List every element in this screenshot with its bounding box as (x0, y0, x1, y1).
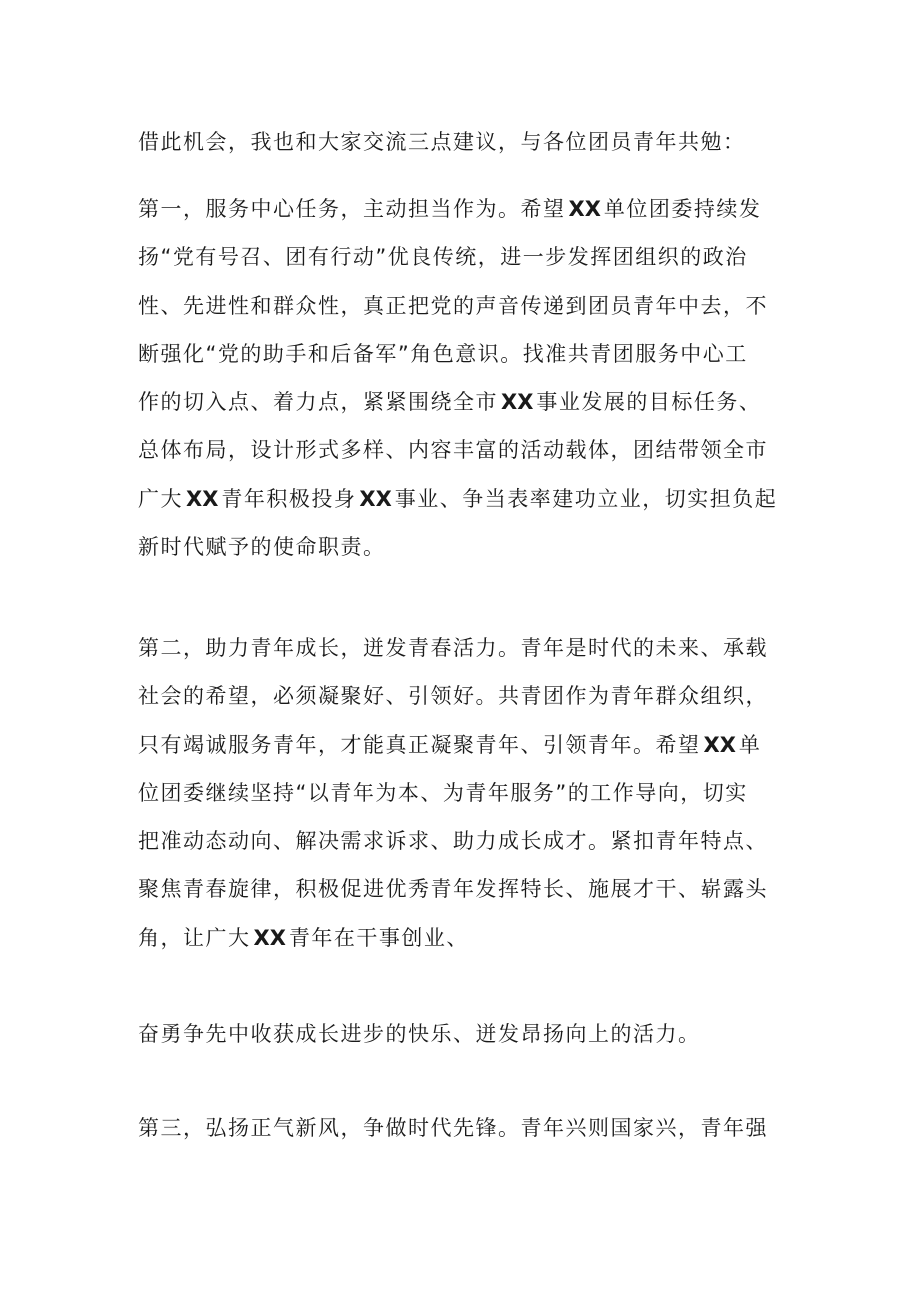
intro-line: 借此机会，我也和大家交流三点建议，与各位团员青年共勉： (138, 130, 746, 154)
point-one-line-2: 扬“党有号召、团有行动”优良传统，进一步发挥团组织的政治 (138, 245, 748, 270)
point-three-line-1: 第三，弘扬正气新风，争做时代先锋。青年兴则国家兴，青年强 (138, 1116, 768, 1140)
point-two-line-2: 社会的希望，必须凝聚好、引领好。共青团作为青年群众组织， (138, 684, 768, 709)
point-one-line-7: 广大 XX 青年积极投身 XX 事业、争当表率建功立业，切实担负起 (138, 486, 778, 511)
point-one-line-4: 断强化“党的助手和后备军”角色意识。找准共青团服务中心工 (138, 341, 748, 366)
placeholder-xx: XX (501, 390, 534, 415)
point-two-line-7: 角，让广大 XX 青年在干事创业、 (138, 925, 469, 950)
placeholder-xx: XX (568, 197, 601, 221)
point-two-line-5: 把准动态动向、解决需求诉求、助力成长成才。紧扣青年特点、 (138, 829, 768, 854)
point-one-paragraph (138, 185, 798, 571)
point-three-paragraph (138, 1104, 798, 1152)
point-two-continued-paragraph (138, 1010, 798, 1058)
point-one-line-8: 新时代赋予的使命职责。 (138, 535, 386, 560)
point-one-line-1: 第一，服务中心任务，主动担当作为。希望 XX 单位团委持续发 (138, 197, 762, 221)
point-two-line-4: 位团委继续坚持“以青年为本、为青年服务”的工作导向，切实 (138, 780, 748, 805)
point-two-line-6: 聚焦青春旋律，积极促进优秀青年发挥特长、施展才干、崭露头 (138, 877, 768, 902)
point-one-line-6: 总体布局，设计形式多样、内容丰富的活动载体，团结带领全市 (138, 438, 768, 463)
placeholder-xx: XX (253, 925, 286, 950)
point-one-line-5: 作的切入点、着力点，紧紧围绕全市 XX 事业发展的目标任务、 (138, 390, 762, 415)
point-two-line-1: 第二，助力青年成长，迸发青春活力。青年是时代的未来、承载 (138, 636, 768, 660)
intro-paragraph (138, 118, 798, 166)
point-two-line-3: 只有竭诚服务青年，才能真正凝聚青年、引领青年。希望 XX 单 (138, 732, 762, 757)
placeholder-xx: XX (703, 732, 736, 757)
point-one-line-3: 性、先进性和群众性，真正把党的声音传递到团员青年中去，不 (138, 293, 768, 318)
placeholder-xx: XX (186, 486, 219, 511)
point-two-paragraph (138, 624, 798, 962)
point-two-continued-line: 奋勇争先中收获成长进步的快乐、迸发昂扬向上的活力。 (138, 1022, 701, 1046)
placeholder-xx: XX (359, 486, 392, 511)
